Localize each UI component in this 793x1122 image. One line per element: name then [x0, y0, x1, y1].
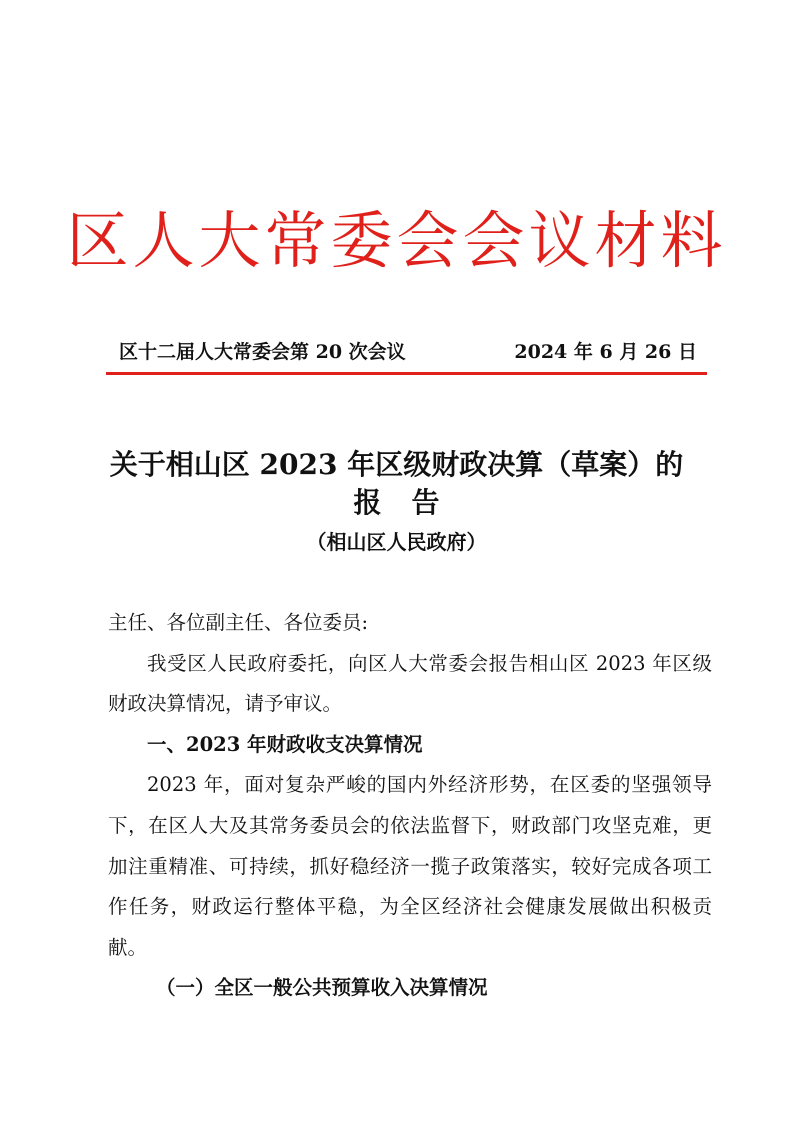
report-body [108, 603, 712, 1009]
section1-paragraph: 2023 年，面对复杂严峻的国内外经济形势，在区委的坚强领导下，在区人大及其常务委员会的依法监督下，财政部门攻坚克难，更加注重精准、可持续，抓好稳经济一揽子政策落实，较好完成各项工作任务，财政运行整体平稳，为全区经济社会健康发展做出积极贡献。 [108, 773, 712, 959]
red-divider-line [106, 372, 707, 375]
intro-paragraph: 我受区人民政府委托，向区人大常委会报告相山区 2023 年区级财政决算情况，请予审议。 [108, 651, 712, 716]
subsection1-heading: （一）全区一般公共预算收入决算情况 [156, 976, 488, 1000]
report-title-line1: 关于相山区 2023 年区级财政决算（草案）的 [109, 448, 684, 481]
report-title-line2: 报告 [353, 486, 470, 519]
report-issuer: （相山区人民政府） [306, 530, 487, 554]
meeting-info-row [119, 338, 697, 366]
section1-heading: 一、2023 年财政收支决算情况 [147, 732, 423, 756]
report-title [0, 446, 793, 522]
masthead-title: 区人大常委会会议材料 [66, 204, 727, 277]
meeting-date: 2024 年 6 月 26 日 [514, 341, 697, 363]
salutation: 主任、各位副主任、各位委员: [108, 611, 369, 634]
meeting-session: 区十二届人大常委会第 20 次会议 [119, 341, 406, 363]
